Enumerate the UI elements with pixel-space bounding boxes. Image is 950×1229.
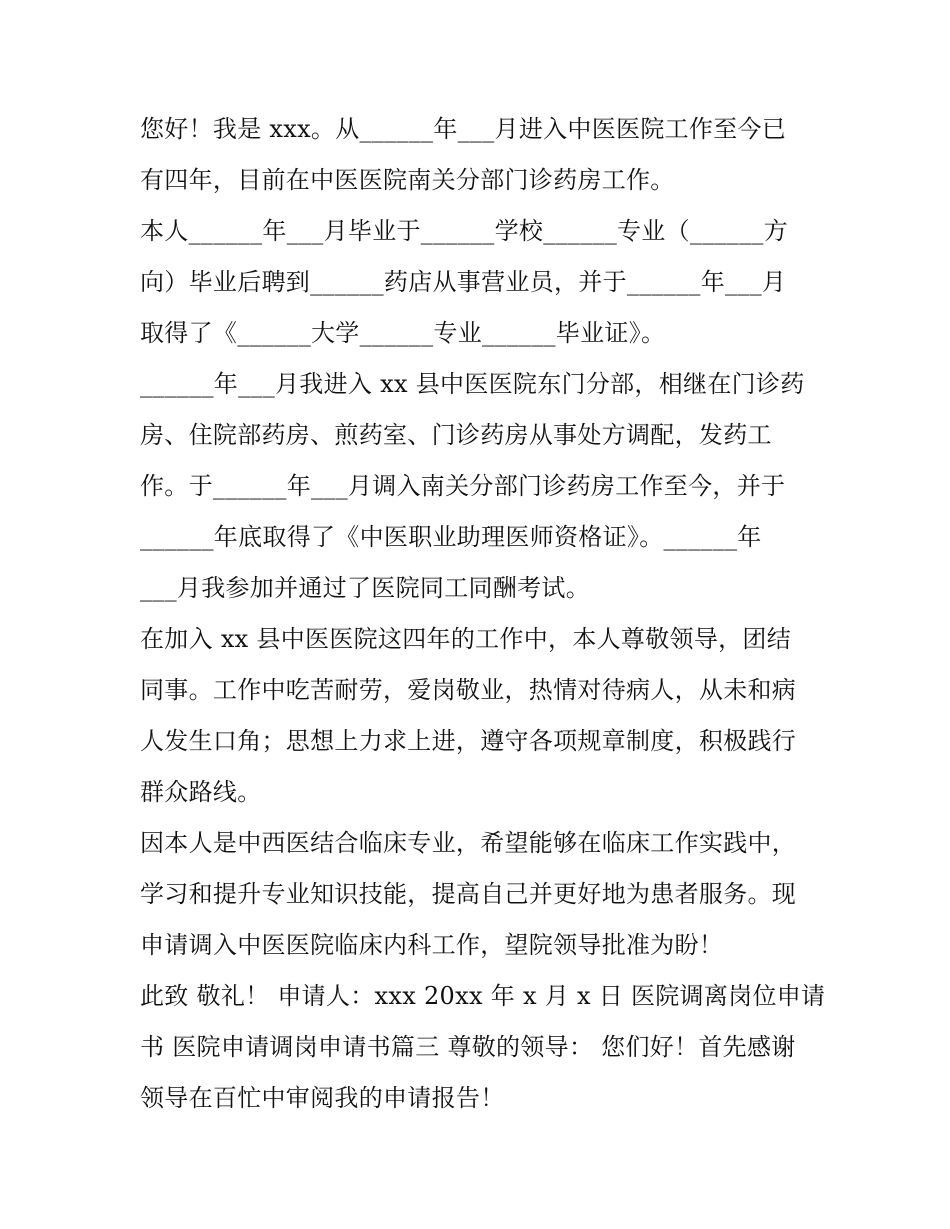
text-line-20: 领导在百忙中审阅我的申请报告！ [140, 1084, 505, 1112]
text-line-17: 申请调入中医医院临床内科工作，望院领导批准为盼！ [140, 931, 724, 959]
text-line-11: 在加入 xx 县中医医院这四年的工作中，本人尊敬领导，团结 [140, 625, 792, 653]
text-line-8: 作。于______年___月调入南关分部门诊药房工作至今，并于 [140, 472, 786, 500]
text-line-1: 您好！我是 xxx。从______年___月进入中医医院工作至今已 [140, 115, 787, 143]
text-line-12: 同事。工作中吃苦耐劳，爱岗敬业，热情对待病人，从未和病 [140, 676, 797, 704]
text-line-6: ______年___月我进入 xx 县中医医院东门分部，相继在门诊药 [140, 370, 805, 398]
text-line-5: 取得了《______大学______专业______毕业证》。 [140, 319, 666, 347]
text-line-15: 因本人是中西医结合临床专业，希望能够在临床工作实践中， [140, 829, 797, 857]
text-line-10: ___月我参加并通过了医院同工同酬考试。 [140, 574, 590, 602]
text-line-14: 群众路线。 [140, 778, 262, 806]
text-line-7: 房、住院部药房、煎药室、门诊药房从事处方调配，发药工 [140, 421, 772, 449]
text-line-4: 向）毕业后聘到______药店从事营业员，并于______年___月 [140, 268, 787, 296]
text-line-3: 本人______年___月毕业于______学校______专业（______方 [140, 217, 788, 245]
document-body [140, 104, 826, 1124]
text-line-16: 学习和提升专业知识技能，提高自己并更好地为患者服务。现 [140, 880, 797, 908]
text-line-2: 有四年，目前在中医医院南关分部门诊药房工作。 [140, 166, 675, 194]
text-line-19: 书 医院申请调岗申请书篇三 尊敬的领导： 您们好！首先感谢 [140, 1033, 796, 1061]
text-line-18: 此致 敬礼！ 申请人：xxx 20xx 年 x 月 x 日 医院调离岗位申请 [140, 982, 826, 1010]
text-line-9: ______年底取得了《中医职业助理医师资格证》。______年 [140, 523, 762, 551]
text-line-13: 人发生口角；思想上力求上进，遵守各项规章制度，积极践行 [140, 727, 797, 755]
